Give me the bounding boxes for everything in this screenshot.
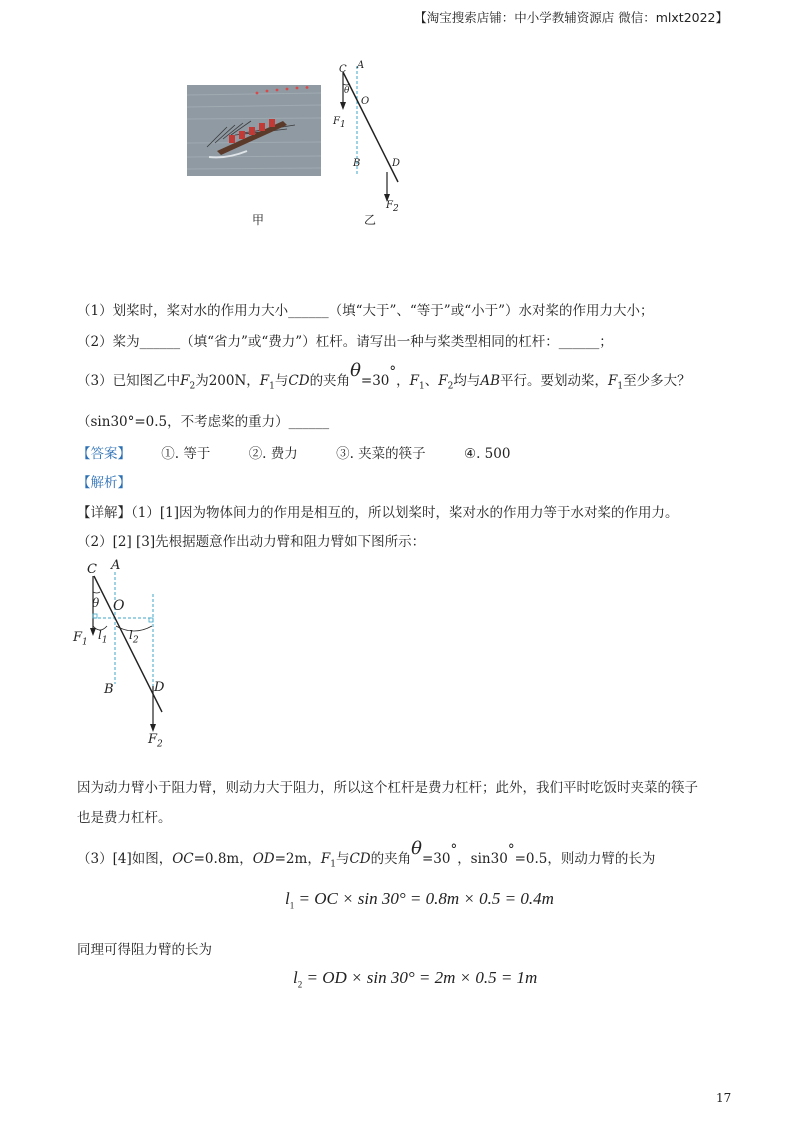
analysis-tag: 【解析】 (77, 475, 131, 491)
l1-label: $l_1$ (98, 628, 108, 646)
answer-row (77, 444, 510, 464)
point-o-label: O (113, 598, 125, 614)
lever-diagram-top-lines (330, 58, 420, 218)
answer-item-2: ②. 费力 (248, 446, 298, 462)
analysis-paragraph-1: 【详解】（1）[1]因为物体间力的作用是相互的，所以划桨时，桨对水的作用力等于水对桨的作用力。 (77, 505, 679, 521)
point-b-label: B (104, 682, 114, 697)
question-3-line-2: （sin30°=0.5，不考虑桨的重力）______ (77, 414, 330, 430)
answer-item-3: ③. 夹菜的筷子 (336, 446, 426, 462)
point-c-label: C (87, 562, 97, 577)
theta-label: θ (344, 86, 350, 96)
figure-label-yi: 乙 (364, 213, 377, 227)
point-a-label: A (111, 558, 121, 573)
point-a-label: A (357, 60, 365, 71)
page-number: 17 (716, 1091, 732, 1105)
analysis-paragraph-5: （3）[4]如图，OC=0.8m，OD=2m，$F_1$与CD的夹角θ=30°，sin30°=0.5，则动力臂的长为 (77, 838, 656, 870)
question-2: （2）桨为______（填“省力”或“费力”）杠杆。请写出一种与桨类型相同的杠杆：______； (77, 334, 613, 350)
analysis-paragraph-3: 因为动力臂小于阻力臂，则动力大于阻力，所以这个杠杆是费力杠杆；此外，我们平时吃饭时夹菜的筷子 (77, 780, 698, 796)
answer-item-1: ①. 等于 (161, 446, 211, 462)
l2-label: $l_2$ (129, 628, 139, 646)
answer-item-4: ④. 500 (463, 446, 511, 462)
f2-label: $F_2$ (386, 200, 399, 214)
f1-label: $F_1$ (333, 116, 346, 130)
figure-label-jia: 甲 (252, 213, 265, 227)
point-d-label: D (154, 680, 165, 695)
equation-l2: $l_2$ = OD × sin 30° = 2m × 0.5 = 1m (293, 968, 538, 990)
theta-label: θ (92, 596, 100, 610)
rowing-photo-drawing (187, 85, 321, 176)
question-3-line-1: （3）已知图乙中$F_2$为200N，$F_1$与CD的夹角θ=30°，$F_1$、$F_2$均与AB平行。要划动桨，$F_1$至少多大？ (77, 360, 691, 392)
analysis-paragraph-2: （2）[2] [3]先根据题意作出动力臂和阻力臂如下图所示： (77, 534, 426, 550)
f2-label: $F_2$ (148, 732, 163, 750)
analysis-paragraph-4: 也是费力杠杆。 (77, 810, 172, 826)
answer-tag: 【答案】 (77, 446, 131, 462)
analysis-paragraph-6: 同理可得阻力臂的长为 (77, 942, 212, 958)
lever-diagram-top (330, 58, 420, 218)
f1-label: $F_1$ (73, 630, 88, 648)
question-1: （1）划桨时，桨对水的作用力大小______（填“大于”、“等于”或“小于”）水对桨的作用力大小； (77, 303, 654, 319)
equation-l1: $l_1$ = OC × sin 30° = 0.8m × 0.5 = 0.4m (285, 889, 554, 911)
lever-diagram-bottom (70, 558, 180, 754)
rowing-photo (187, 85, 321, 176)
lever-diagram-bottom-lines (70, 558, 180, 754)
point-c-label: C (339, 64, 347, 75)
point-b-label: B (353, 158, 361, 169)
header-shop-text: 【淘宝搜索店铺：中小学教辅资源店 微信：mlxt2022】 (414, 10, 728, 25)
point-d-label: D (392, 158, 401, 169)
point-o-label: O (361, 96, 370, 107)
